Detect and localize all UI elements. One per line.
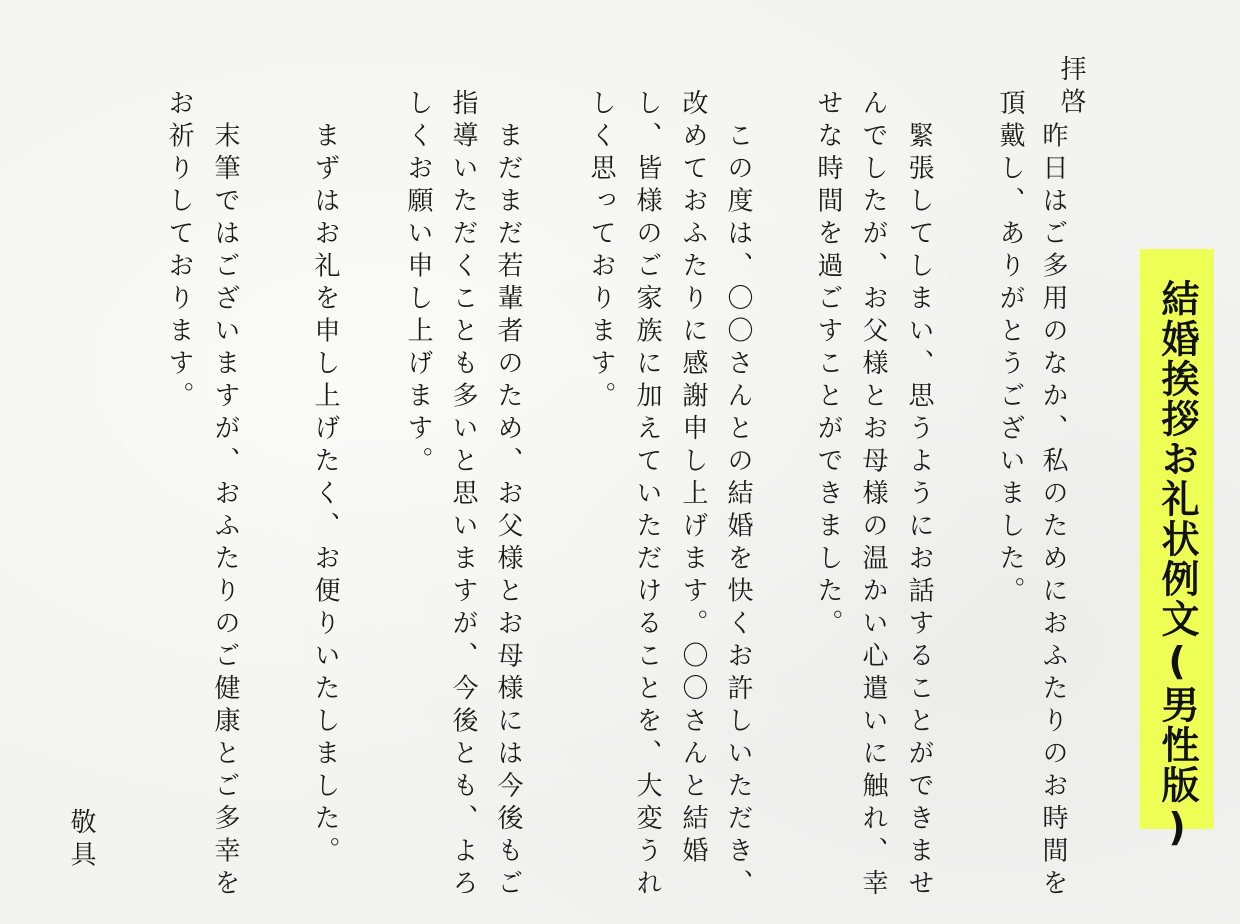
opening-salutation: 拝啓 bbox=[1056, 55, 1086, 120]
body-line: せな時間を過ごすことができました。 bbox=[813, 89, 843, 642]
body-line: この度は、〇〇さんとの結婚を快くお許しいただき、 bbox=[723, 89, 753, 902]
body-line: し、皆様のご家族に加えていただけることを、大変うれ bbox=[632, 89, 662, 902]
body-line: まずはお礼を申し上げたく、お便りいたしました。 bbox=[310, 89, 340, 869]
body-line: お祈りしております。 bbox=[164, 89, 194, 414]
closing-salutation: 敬具 bbox=[66, 808, 96, 873]
title-highlight bbox=[1140, 249, 1214, 851]
body-line: 緊張してしまい、思うようにお話することができませ bbox=[904, 89, 934, 902]
letter-title: 結婚挨拶お礼状例文(男性版) bbox=[1155, 279, 1199, 851]
body-line: 頂戴し、ありがとうございました。 bbox=[995, 89, 1025, 609]
body-line: 昨日はご多用のなか、私のためにおふたりのお時間を bbox=[1038, 89, 1068, 902]
body-line: 改めておふたりに感謝申し上げます。〇〇さんと結婚 bbox=[678, 89, 708, 869]
body-line: んでしたが、お父様とお母様の温かい心遣いに触れ、幸 bbox=[858, 89, 888, 902]
body-line: しくお願い申し上げます。 bbox=[403, 89, 433, 479]
body-line: 指導いただくことも多いと思いますが、今後とも、よろ bbox=[448, 89, 478, 902]
body-line: しく思っております。 bbox=[586, 89, 616, 414]
body-line: まだまだ若輩者のため、お父様とお母様には今後もご bbox=[493, 89, 523, 902]
body-line: 末筆ではございますが、おふたりのご健康とご多幸を bbox=[210, 89, 240, 902]
